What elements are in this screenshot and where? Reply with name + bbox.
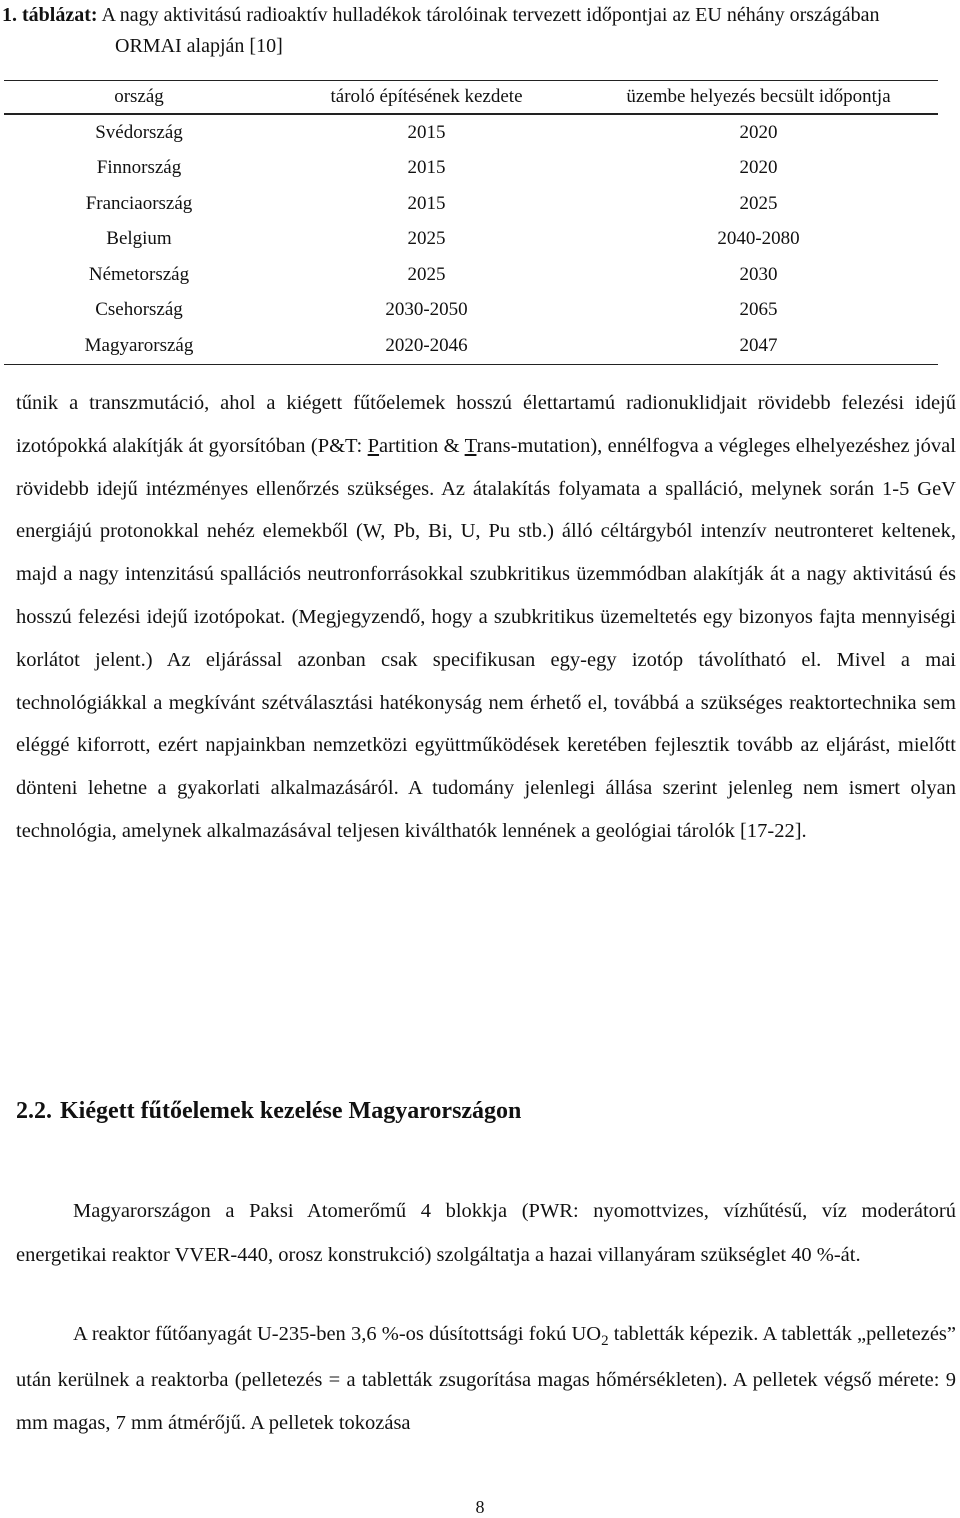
cell-commissioning: 2020 [739,121,778,143]
column-header-construction-start: tároló építésének kezdete [274,81,579,115]
paragraph-text: tűnik a transzmutáció, ahol a kiégett fűtőelemek hosszú élettartamú radionuklidjait rövidebb felezési idejű izotópokká alakítják át gyorsítóban (P&T: [16,392,956,457]
cell-construction-start: 2030-2050 [385,299,468,321]
paragraph-text: artition & [379,434,465,457]
table-caption [2,0,952,62]
cell-commissioning: 2065 [739,299,778,321]
paragraph-paks: Magyarországon a Paksi Atomerőmű 4 blokkja (PWR: nyomottvizes, vízhűtésű, víz moderátorú energetikai reaktor VVER-440, orosz konstrukció) szolgáltatja a hazai villanyáram szükséglet 40 %-át. [16,1200,956,1266]
underlined-letter-t: T [464,434,477,457]
subscript-2: 2 [601,1333,609,1349]
section-title: Kiégett fűtőelemek kezelése Magyarországon [60,1098,522,1124]
cell-construction-start: 2020-2046 [274,328,579,364]
cell-commissioning: 2025 [739,192,778,214]
cell-country: Finnország [96,157,182,179]
cell-country: Belgium [106,228,172,250]
cell-construction-start: 2015 [407,121,446,143]
table-row [4,186,938,222]
storage-schedule-table [4,80,938,365]
cell-commissioning: 2040-2080 [717,228,800,250]
cell-commissioning: 2047 [579,328,938,364]
paragraph-text: tabletták képezik. A tabletták „pelletezés” után kerülnek a reaktorba (pelletezés = a tabletták zsugorítása magas hőmérsékleten). A pelletek végső mérete: 9 mm magas, 7 mm átmérőjű. A pelletek tokozása [16,1323,956,1434]
table-row [4,293,938,329]
table-row [4,151,938,187]
paragraph-transmutation [16,382,956,853]
caption-label: 1. táblázat: [2,4,98,26]
cell-construction-start: 2015 [407,192,446,214]
column-header-country: ország [4,81,274,115]
cell-country: Csehország [95,299,183,321]
cell-country: Magyarország [4,328,274,364]
cell-construction-start: 2025 [407,263,446,285]
section-heading [16,1098,521,1125]
table-row [4,328,938,364]
paragraph-text: rans-mutation), ennélfogva a végleges elhelyezéshez jóval rövidebb idejű intézményes ellenőrzés szükséges. Az átalakítás folyamata a spalláció, melynek során 1-5 GeV energiájú protonokkal nehéz elemekből (W, Pb, Bi, U, Pu stb.) álló céltárgyból intenzív neutronteret keltenek, majd a nagy intenzitású spallációs neutronforrásokkal szubkritikus üzemmódban alakítják át a nagy aktivitású és hosszú felezési idejű izotópokat. (Megjegyzendő, hogy a szubkritikus üzemeltetés egy bizonyos fajta mennyiségi korlátot jelent.) Az eljárással azonban csak specifikusan egy-egy izotóp távolítható el. Mivel a mai technológiákkal a megkívánt szétválasztási hatékonyság nem érhető el, továbbá a szükséges reaktortechnika sem eléggé kiforrott, ezért napjainkban nemzetközi együttműködések keretében fejlesztik tovább az eljárást, mielőtt dönteni lehetne a gyakorlati alkalmazásáról. A tudomány jelenlegi állása szerint jelenleg nem ismert olyan technológia, amelynek alkalmazásával teljesen kiválthatók lennének a geológiai tárolók [17-22]. [16,434,956,842]
cell-country: Svédország [95,121,183,143]
table-header-row [4,81,938,115]
paragraph-text: A reaktor fűtőanyagát U-235-ben 3,6 %-os dúsítottsági fokú UO [73,1323,602,1345]
caption-text-line2: ORMAI alapján [10] [115,35,283,57]
table-row [4,257,938,293]
column-header-commissioning: üzembe helyezés becsült időpontja [579,81,938,115]
cell-construction-start: 2025 [407,228,446,250]
cell-country: Németország [88,263,190,285]
table-row [4,114,938,151]
caption-text-line1: A nagy aktivitású radioaktív hulladékok tárolóinak tervezett időpontjai az EU néhány országában [101,4,880,26]
page-number: 8 [475,1497,485,1517]
cell-construction-start: 2015 [407,157,446,179]
cell-commissioning: 2030 [739,263,778,285]
table-row [4,222,938,258]
section-number: 2.2. [16,1098,52,1124]
paragraph-fuel [16,1313,956,1446]
underlined-letter-p: P [367,434,380,457]
cell-country: Franciaország [85,192,193,214]
cell-commissioning: 2020 [739,157,778,179]
